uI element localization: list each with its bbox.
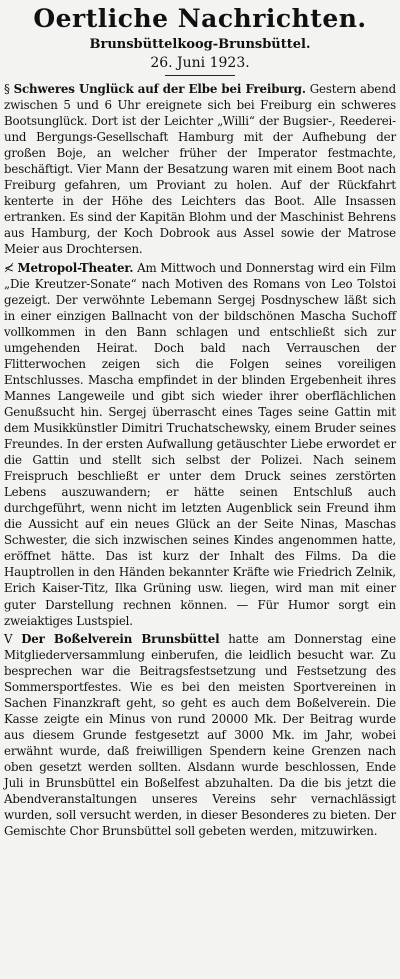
article-body: Am Mittwoch und Donnerstag wird ein Film „Die Kreutzer-Sonate“ nach Motiven des Romans von Leo Tolstoi gezeigt. Der verwöhnte Lebemann Sergej Posdnyschew läßt sich in einer einzigen Ballnacht von der bildschönen Mascha Suchoff vollkommen in den Bann schlagen und entschließt sich zur umgehenden Heirat. Doch bald nach Verrauschen der Flitterwochen zeigen sich die Folgen seines voreiligen Entschlusses. Mascha empfindet in der blinden Ergebenheit ihres Mannes Langeweile und gibt sich wieder ihrer oberflächlichen Genußsucht hin. Sergej überrascht eines Tages seine Gattin mit dem Musikkünstler Dimitri Truchatschewsky, einem Bruder seines Freundes. In der ersten Aufwallung getäuschter Liebe erwordet er die Gattin und stellt sich selbst der Polizei. Nach seinem Freispruch beschließt er unter dem Druck seines zerstörten Lebens auszuwandern; er hätte seinen Entschluß auch durchgeführt, wenn nicht im letzten Augenblick sein Freund ihm die Aussicht auf ein neues Glück an der Seite Ninas, Maschas Schwester, die sich inzwischen seines Kindes angenommen hatte, eröffnet hätte. Das ist kurz der Inhalt des Films. Da die Hauptrollen in den Händen bekannter Kräfte wie Friedrich Zelnik, Erich Kaiser-Titz, Ilka Grüning usw. liegen, wird man mit einer guter Darstellung rechnen können. — Für Humor sorgt ein zweiaktiges Lustspiel. [4,260,397,628]
article-metropol-theater [4,260,396,629]
issue-date: 26. Juni 1923. [150,55,250,71]
article-mark: ≮ [4,260,14,275]
article-accident [4,81,396,258]
section-header [4,4,396,76]
article-bosselverein [4,631,396,840]
article-body: hatte am Donnerstag eine Mitgliederversammlung einberufen, die leidlich besucht war. Zu besprechen war die Beitragsfestsetzung und Festsetzung des Sommersportfestes. Wie es bei den meisten Sportvereinen in Sachen Finanzkraft geht, so geht es auch dem Boßelverein. Die Kasse zeigte ein Minus von rund 20000 Mk. Der Beitrag wurde aus diesem Grunde festgesetzt auf 3000 Mk. im Jahr, wobei erwähnt wurde, daß freiwilligen Spendern keine Grenzen nach oben gesetzt werden sollten. Alsdann wurde beschlossen, Ende Juli in Brunsbüttel ein Boßelfest abzuhalten. Da die bis jetzt die Abendveranstaltungen unseres Vereins sehr vernachlässigt wurden, soll versucht werden, in dieser Besonderes zu bieten. Der Gemischte Chor Brunsbüttel soll gebeten werden, mitzuwirken. [4,631,396,839]
article-headline: Schweres Unglück auf der Elbe bei Freiburg. [13,82,306,96]
header-divider [165,75,235,76]
article-headline: Der Boßelverein Brunsbüttel [21,631,220,646]
section-title: Oertliche Nachrichten. [33,4,367,33]
article-mark: V [4,631,13,646]
article-body: Gestern abend zwischen 5 und 6 Uhr ereignete sich bei Freiburg ein schweres Bootsunglück. Dort ist der Leichter „Willi“ der Bugsier-, Reederei- und Bergungs-Gesellschaft Hamburg mit der Aufhebung der großen Boje, an welcher früher der Imperator festmachte, beschäftigt. Vier Mann der Besatzung waren mit einem Boot nach Freiburg gefahren, um Proviant zu holen. Auf der Rückfahrt kenterte in der Höhe des Leichters das Boot. Alle Insassen ertranken. Es sind der Kapitän Blohm und der Maschinist Behrens aus Hamburg, der Koch Dobrook aus Assel sowie der Matrose Meier aus Drochtersen. [4,82,396,257]
article-mark: § [4,82,10,96]
locality-line: Brunsbüttelkoog-Brunsbüttel. [89,37,311,52]
article-headline: Metropol-Theater. [17,260,134,275]
